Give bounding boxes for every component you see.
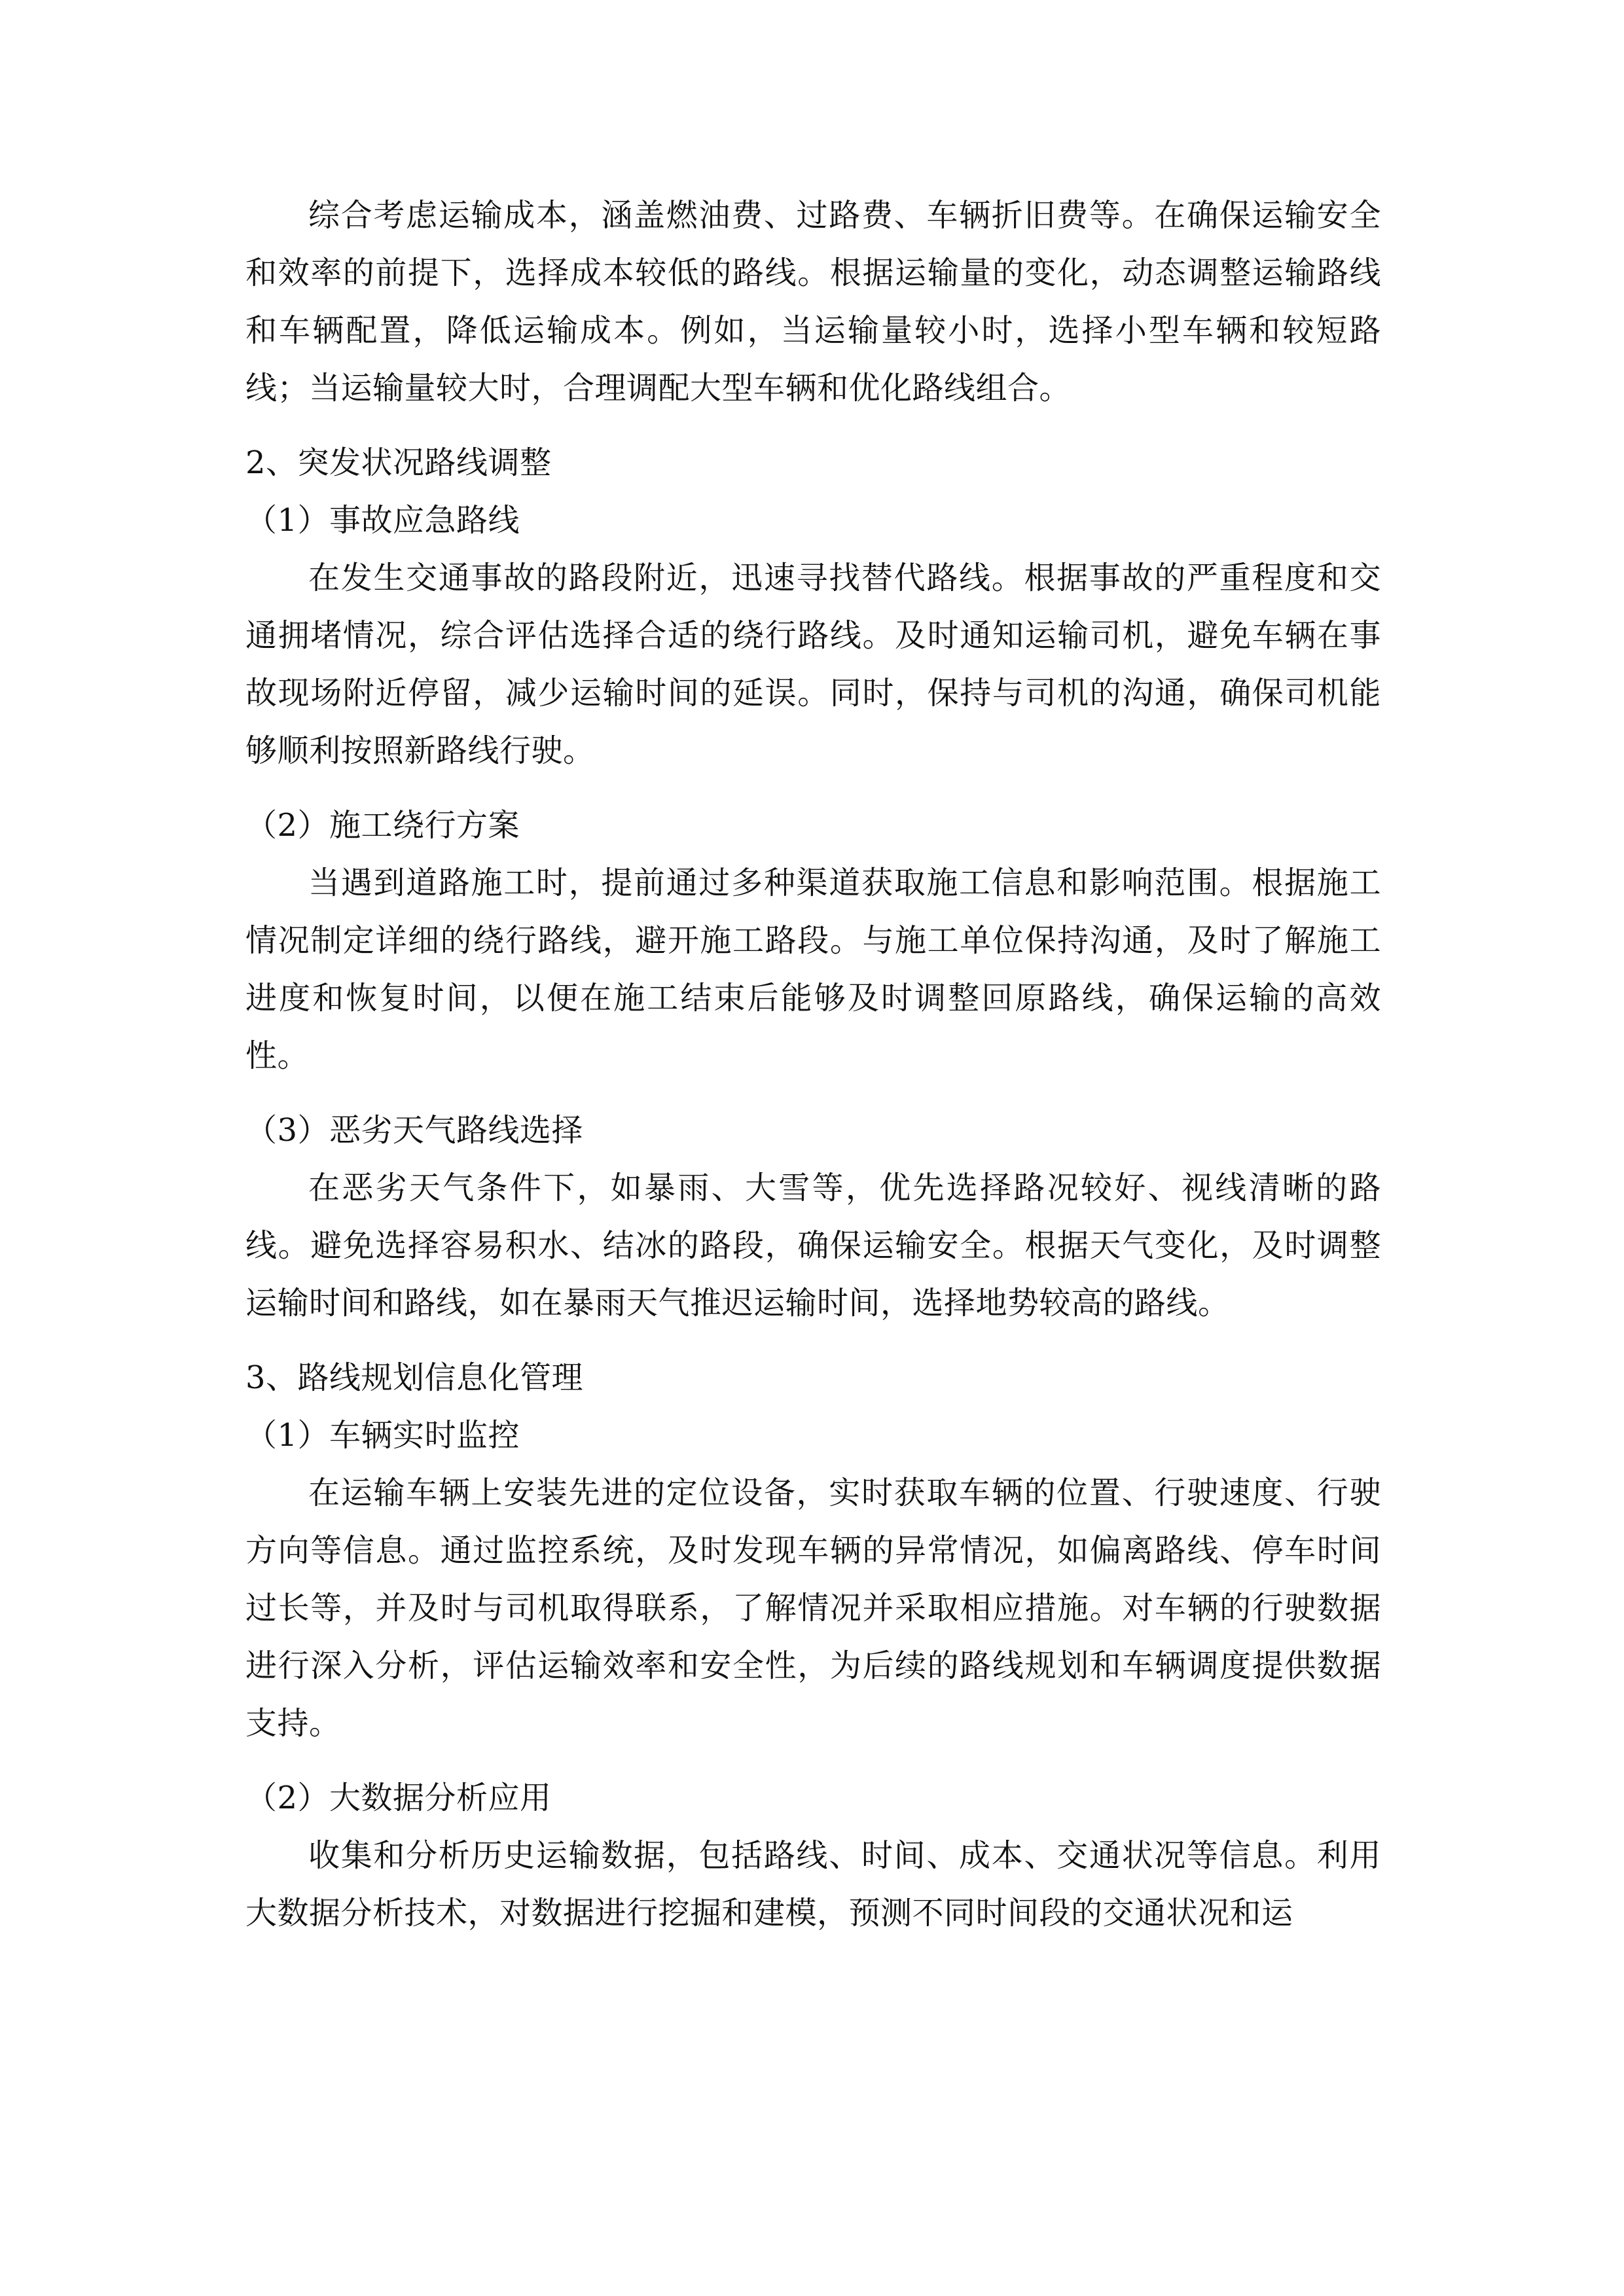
subheading-accident-emergency-route: （1）事故应急路线 bbox=[245, 502, 520, 539]
paragraph-transport-cost: 综合考虑运输成本，涵盖燃油费、过路费、车辆折旧费等。在确保运输安全和效率的前提下，选择成本较低的路线。根据运输量的变化，动态调整运输路线和车辆配置，降低运输成本。例如，当运输量较小时，选择小型车辆和较短路线；当运输量较大时，合理调配大型车辆和优化路线组合。 bbox=[245, 197, 1381, 406]
paragraph-vehicle-monitoring: 在运输车辆上安装先进的定位设备，实时获取车辆的位置、行驶速度、行驶方向等信息。通过监控系统，及时发现车辆的异常情况，如偏离路线、停车时间过长等，并及时与司机取得联系，了解情况并采取相应措施。对车辆的行驶数据进行深入分析，评估运输效率和安全性，为后续的路线规划和车辆调度提供数据支持。 bbox=[245, 1475, 1381, 1742]
paragraph-bad-weather-route: 在恶劣天气条件下，如暴雨、大雪等，优先选择路况较好、视线清晰的路线。避免选择容易积水、结冰的路段，确保运输安全。根据天气变化，及时调整运输时间和路线，如在暴雨天气推迟运输时间，选择地势较高的路线。 bbox=[245, 1170, 1381, 1321]
subheading-vehicle-monitoring: （1）车辆实时监控 bbox=[245, 1417, 520, 1454]
paragraph-big-data-analysis: 收集和分析历史运输数据，包括路线、时间、成本、交通状况等信息。利用大数据分析技术，对数据进行挖掘和建模，预测不同时间段的交通状况和运 bbox=[245, 1837, 1381, 1931]
section-heading-emergency-route-adjustment: 2、突发状况路线调整 bbox=[245, 444, 552, 481]
section-heading-route-informatization: 3、路线规划信息化管理 bbox=[245, 1359, 584, 1396]
subheading-big-data-analysis: （2）大数据分析应用 bbox=[245, 1780, 552, 1816]
paragraph-accident-emergency-route: 在发生交通事故的路段附近，迅速寻找替代路线。根据事故的严重程度和交通拥堵情况，综合评估选择合适的绕行路线。及时通知运输司机，避免车辆在事故现场附近停留，减少运输时间的延误。同时，保持与司机的沟通，确保司机能够顺利按照新路线行驶。 bbox=[245, 560, 1381, 769]
subheading-construction-detour: （2）施工绕行方案 bbox=[245, 807, 520, 844]
subheading-bad-weather-route: （3）恶劣天气路线选择 bbox=[245, 1112, 584, 1149]
paragraph-construction-detour: 当遇到道路施工时，提前通过多种渠道获取施工信息和影响范围。根据施工情况制定详细的绕行路线，避开施工路段。与施工单位保持沟通，及时了解施工进度和恢复时间，以便在施工结束后能够及时调整回原路线，确保运输的高效性。 bbox=[245, 865, 1381, 1074]
document-body bbox=[245, 187, 1381, 1959]
